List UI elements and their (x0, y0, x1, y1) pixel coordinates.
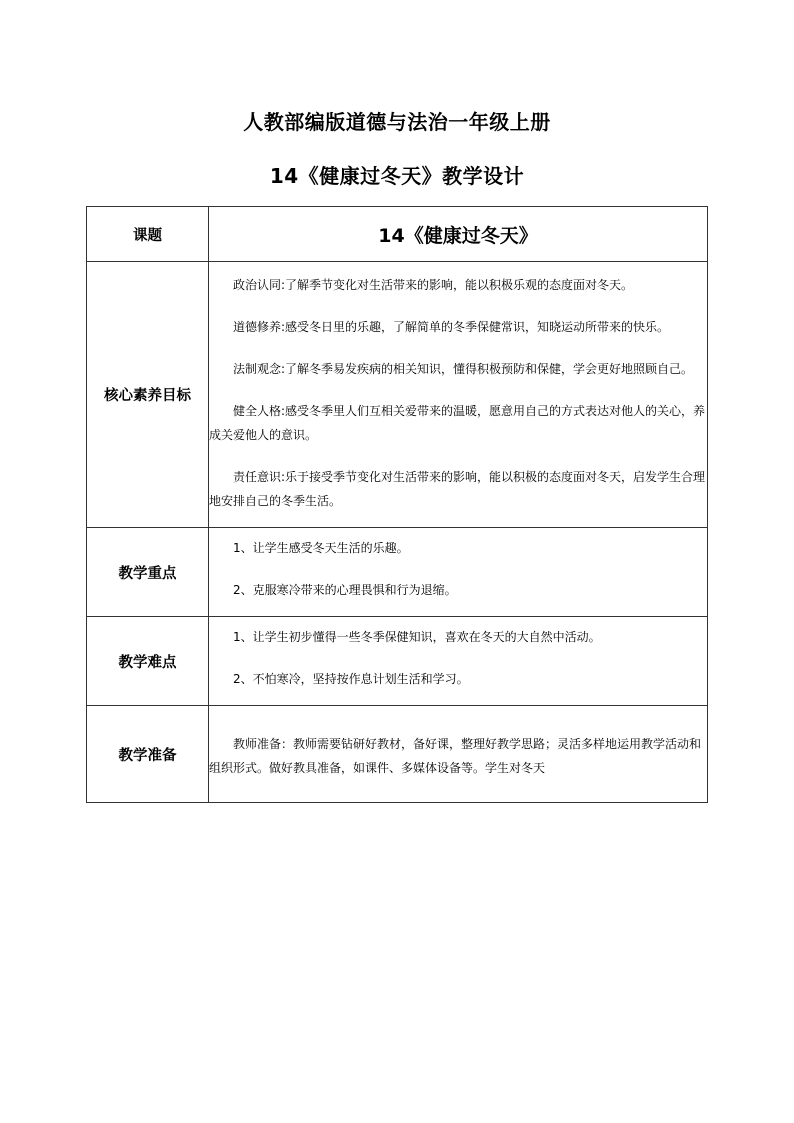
table-row-goals (87, 262, 708, 528)
key-points-label: 教学重点 (87, 528, 209, 617)
table-row-topic (87, 207, 708, 262)
goal-paragraph: 健全人格:感受冬季里人们互相关爱带来的温暖，愿意用自己的方式表达对他人的关心，养成关爱他人的意识。 (209, 404, 706, 442)
goal-paragraph: 责任意识:乐于接受季节变化对生活带来的影响，能以积极的态度面对冬天，启发学生合理地安排自己的冬季生活。 (209, 470, 706, 508)
document-title: 人教部编版道德与法治一年级上册 (243, 110, 551, 134)
key-points-content (209, 528, 708, 617)
preparation-text: 教师准备：教师需要钻研好教材，备好课，整理好教学思路；灵活多样地运用教学活动和组织形式。做好教具准备，如课件、多媒体设备等。学生对冬天 (209, 737, 702, 775)
difficulty-item: 2、不怕寒冷，坚持按作息计划生活和学习。 (233, 672, 469, 686)
difficulties-content (209, 617, 708, 706)
table-row-key-points (87, 528, 708, 617)
preparation-content (209, 706, 708, 803)
table-row-preparation (87, 706, 708, 803)
goals-label: 核心素养目标 (87, 262, 209, 528)
key-point-item: 1、让学生感受冬天生活的乐趣。 (233, 541, 409, 555)
goal-paragraph: 法制观念:了解冬季易发疾病的相关知识，懂得积极预防和保健，学会更好地照顾自己。 (233, 362, 694, 376)
difficulties-label: 教学难点 (87, 617, 209, 706)
lesson-plan-table (86, 206, 708, 803)
goal-paragraph: 道德修养:感受冬日里的乐趣，了解简单的冬季保健常识，知晓运动所带来的快乐。 (233, 320, 670, 334)
difficulty-item: 1、让学生初步懂得一些冬季保健知识，喜欢在冬天的大自然中活动。 (233, 630, 601, 644)
goal-paragraph: 政治认同:了解季节变化对生活带来的影响，能以积极乐观的态度面对冬天。 (233, 278, 634, 292)
preparation-label: 教学准备 (87, 706, 209, 803)
topic-value: 14《健康过冬天》 (209, 207, 708, 262)
topic-label: 课题 (87, 207, 209, 262)
table-row-difficulties (87, 617, 708, 706)
key-point-item: 2、克服寒冷带来的心理畏惧和行为退缩。 (233, 583, 457, 597)
goals-content (209, 262, 708, 528)
document-subtitle: 14《健康过冬天》教学设计 (269, 164, 525, 188)
